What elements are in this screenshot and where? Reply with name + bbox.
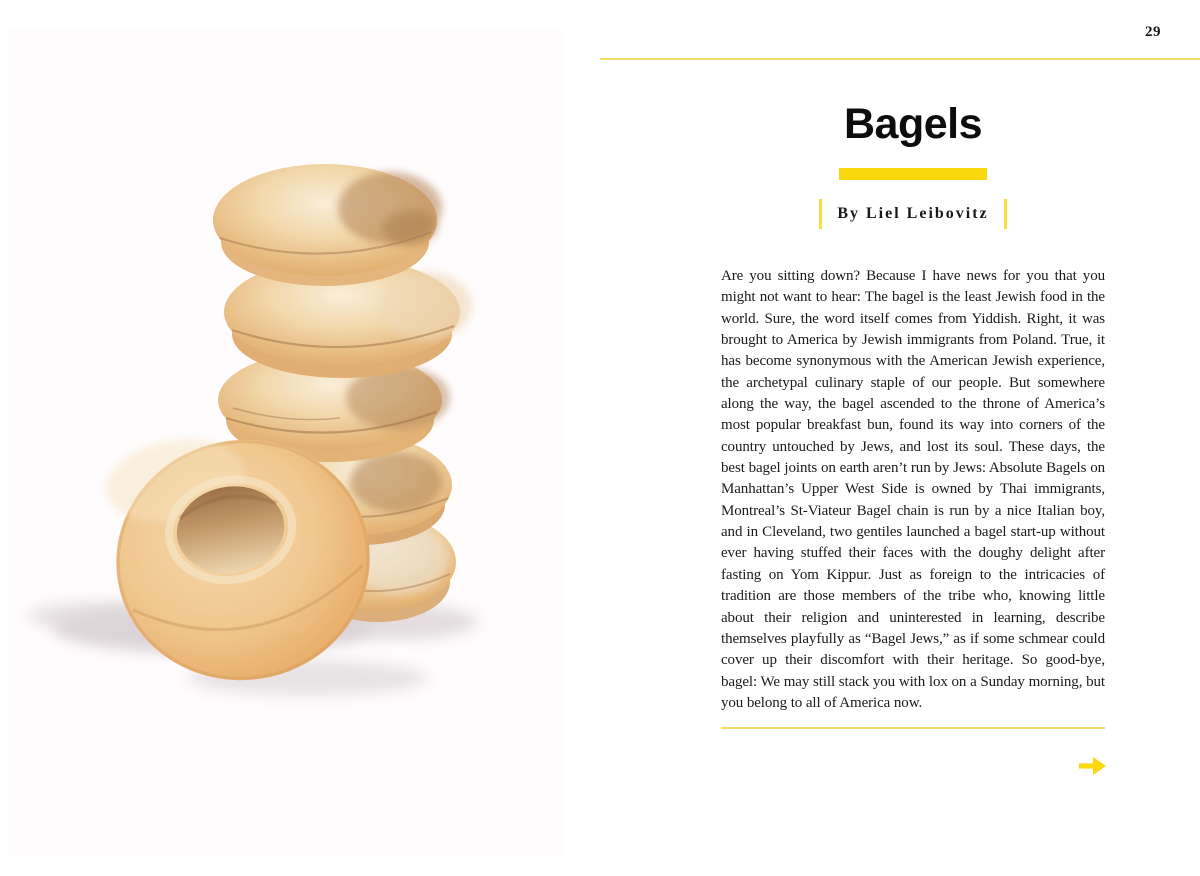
article-title: Bagels <box>843 100 982 148</box>
byline-right-bar <box>1004 199 1007 229</box>
bagel-photo <box>8 30 563 857</box>
article-body: Are you sitting down? Because I have news for you that you might not want to hear: The bagel is the least Jewish food in the world. Sure, the word itself comes from Yiddish. Right, it was brought to America by Jewish immigrants from Poland. True, it has become synonymous with the American Jewish experience, the archetypal culinary staple of our people. But somewhere along the way, the bagel ascended to the throne of America’s most popular breakfast bun, found its way into corners of the country untouched by Jews, and lost its soul. These days, the best bagel joints on earth aren’t run by Jews: Absolute Bagels on Manhattan’s Upper West Side is owned by Thai immigrants, Montreal’s St-Viateur Bagel chain is run by a nice Italian boy, and in Cleveland, two gentiles launched a bagel start-up without ever having stuffed their faces with the doughy delight after fasting on Yom Kippur. Just as foreign to the intricacies of tradition are those members of the tribe who, knowing little about their religion and uninterested in learning, describe themselves playfully as “Bagel Jews,” as if some schmear could cover up their discomfort with their heritage. So good-bye, bagel: We may still stack you with lox on a Sunday morning, but you belong to all of America now. <box>721 268 1105 711</box>
byline-left-bar <box>819 199 822 229</box>
bottom-rule <box>721 727 1105 729</box>
title-underline-bar <box>839 168 987 180</box>
page-number: 29 <box>1145 24 1161 40</box>
top-rule <box>600 58 1200 60</box>
byline-row <box>721 198 1105 230</box>
byline: By Liel Leibovitz <box>837 205 989 222</box>
bagel-stack-illustration <box>8 30 563 857</box>
next-page-arrow-icon[interactable] <box>1079 757 1106 775</box>
